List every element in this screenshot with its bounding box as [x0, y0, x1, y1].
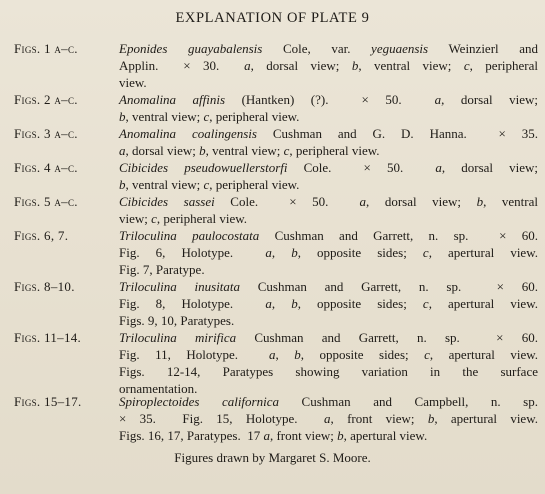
text-segment: Cushman and G. D. Hanna. × 35.	[256, 126, 539, 141]
figure-caption	[119, 193, 538, 227]
caption-line	[119, 410, 538, 427]
italic-segment: c	[203, 177, 210, 192]
figure-label: Figs. 3 a–c.	[14, 126, 78, 141]
figure-label: Figs. 15–17.	[14, 394, 82, 409]
italic-segment: Eponides guayabalensis	[119, 41, 263, 56]
text-segment: , opposite sides;	[297, 296, 423, 311]
italic-segment: Triloculina mirifica	[119, 330, 237, 345]
italic-segment: a	[244, 58, 251, 73]
caption-line	[119, 40, 538, 57]
text-segment: , front view;	[330, 411, 428, 426]
italic-segment: a	[263, 428, 270, 443]
caption-line	[119, 227, 538, 244]
caption-line	[119, 57, 538, 74]
figure-caption	[119, 159, 538, 193]
text-segment: , ventral view;	[125, 109, 204, 124]
text-segment: × 35. Fig. 15, Holotype.	[119, 411, 325, 426]
text-segment: ,	[271, 296, 292, 311]
text-segment: , apertural view.	[343, 428, 428, 443]
caption-line	[119, 159, 538, 176]
italic-segment: b	[427, 411, 435, 426]
italic-segment: c	[151, 211, 157, 226]
text-segment: , ventral	[483, 194, 538, 209]
italic-segment: c	[422, 245, 429, 260]
text-segment: ,	[275, 347, 295, 362]
italic-segment: a	[324, 411, 331, 426]
text-segment: , opposite sides;	[300, 347, 425, 362]
italic-segment: a	[268, 347, 276, 362]
figure-label: Figs. 6, 7.	[14, 228, 69, 243]
text-segment: , apertural view.	[429, 347, 539, 362]
text-segment: , ventral view;	[205, 143, 284, 158]
text-segment: Cushman and Garrett, n. sp. × 60.	[240, 279, 538, 294]
caption-line	[119, 176, 538, 193]
text-segment: Fig. 7, Paratype.	[119, 262, 205, 277]
italic-segment: b	[476, 194, 484, 209]
caption-line	[119, 193, 538, 210]
italic-segment: a	[359, 194, 366, 209]
italic-segment: c	[203, 109, 210, 124]
italic-segment: b	[294, 347, 301, 362]
italic-segment: b	[119, 109, 126, 124]
figure-caption	[119, 91, 538, 125]
italic-segment: c	[283, 143, 290, 158]
caption-line	[119, 261, 538, 278]
text-segment: Applin. × 30.	[119, 58, 245, 73]
italic-segment: Triloculina inusitata	[119, 279, 241, 294]
text-segment: , ventral view;	[358, 58, 464, 73]
text-segment: , dorsal view;	[441, 160, 539, 175]
italic-segment: a	[435, 160, 442, 175]
text-segment: Cushman and Garrett, n. sp. × 60.	[236, 330, 538, 345]
page-title: EXPLANATION OF PLATE 9	[175, 10, 370, 26]
italic-segment: a	[265, 296, 272, 311]
figure-caption	[119, 278, 538, 329]
text-segment: view;	[119, 211, 152, 226]
caption-line	[119, 142, 538, 159]
caption-line	[119, 427, 538, 444]
figure-label: Figs. 1 a–c.	[14, 41, 78, 56]
text-segment: Fig. 11, Holotype.	[119, 347, 269, 362]
figure-label: Figs. 5 a–c.	[14, 194, 78, 209]
italic-segment: Anomalina coalingensis	[119, 126, 257, 141]
text-segment: , dorsal view;	[441, 92, 539, 107]
text-segment: view.	[119, 75, 147, 90]
text-segment: Cole. × 50.	[287, 160, 436, 175]
caption-line	[119, 278, 538, 295]
italic-segment: b	[199, 143, 206, 158]
italic-segment: c	[422, 296, 429, 311]
caption-line	[119, 108, 538, 125]
figure-label: Figs. 11–14.	[14, 330, 82, 345]
italic-segment: c	[424, 347, 430, 362]
text-segment: , peripheral	[469, 58, 538, 73]
caption-line	[119, 363, 538, 380]
text-segment: , peripheral view.	[209, 109, 300, 124]
italic-segment: a	[119, 143, 126, 158]
italic-segment: c	[463, 58, 470, 73]
text-segment: , apertural view.	[428, 245, 538, 260]
text-segment: , opposite sides;	[297, 245, 423, 260]
italic-segment: b	[291, 296, 298, 311]
italic-segment: Cibicides pseudowuellerstorfi	[119, 160, 288, 175]
text-segment: Figs. 9, 10, Paratypes.	[119, 313, 235, 328]
text-segment: Cushman and Campbell, n. sp.	[279, 394, 538, 409]
caption-line	[119, 295, 538, 312]
caption-line	[119, 210, 538, 227]
text-segment: , apertural view.	[434, 411, 538, 426]
italic-segment: b	[337, 428, 344, 443]
text-segment: ornamentation.	[119, 381, 198, 396]
text-segment: , ventral view;	[125, 177, 204, 192]
caption-line	[119, 244, 538, 261]
italic-segment: b	[291, 245, 298, 260]
text-segment: Fig. 8, Holotype.	[119, 296, 266, 311]
text-segment: ,	[271, 245, 292, 260]
text-segment: , peripheral view.	[209, 177, 300, 192]
text-segment: Fig. 6, Holotype.	[119, 245, 266, 260]
caption-line	[119, 346, 538, 363]
caption-line	[119, 125, 538, 142]
italic-segment: Cibicides sassei	[119, 194, 215, 209]
text-segment: , dorsal view;	[366, 194, 477, 209]
italic-segment: a	[434, 92, 442, 107]
italic-segment: b	[351, 58, 359, 73]
text-segment: , front view;	[269, 428, 338, 443]
caption-line	[119, 74, 538, 91]
figure-caption	[119, 40, 538, 91]
text-segment: , apertural view.	[428, 296, 538, 311]
italic-segment: Anomalina affinis	[119, 92, 226, 107]
figures-credit: Figures drawn by Margaret S. Moore.	[174, 450, 371, 465]
text-segment: Figs. 16, 17, Paratypes. 17	[119, 428, 264, 443]
italic-segment: b	[119, 177, 126, 192]
italic-segment: yeguaensis	[371, 41, 429, 56]
text-segment: Cole. × 50.	[214, 194, 360, 209]
text-segment: , dorsal view;	[250, 58, 352, 73]
text-segment: (Hantken) (?). × 50.	[225, 92, 435, 107]
italic-segment: Triloculina paulocostata	[119, 228, 260, 243]
figure-label: Figs. 8–10.	[14, 279, 75, 294]
caption-line	[119, 393, 538, 410]
text-segment: Cushman and Garrett, n. sp. × 60.	[259, 228, 538, 243]
figure-caption	[119, 227, 538, 278]
text-segment: Weinzierl and	[428, 41, 538, 56]
caption-line	[119, 329, 538, 346]
italic-segment: a	[265, 245, 272, 260]
figure-caption	[119, 393, 538, 444]
caption-line	[119, 91, 538, 108]
italic-segment: Spiroplectoides californica	[119, 394, 279, 409]
figure-caption	[119, 329, 538, 397]
caption-line	[119, 312, 538, 329]
text-segment: Cole, var.	[262, 41, 372, 56]
text-segment: , peripheral view.	[289, 143, 380, 158]
figure-label: Figs. 4 a–c.	[14, 160, 78, 175]
text-segment: , dorsal view;	[125, 143, 200, 158]
figure-caption	[119, 125, 538, 159]
text-segment: , peripheral view.	[156, 211, 248, 226]
text-segment: Figs. 12-14, Paratypes showing variation in the surface	[119, 364, 538, 379]
figure-label: Figs. 2 a–c.	[14, 92, 78, 107]
